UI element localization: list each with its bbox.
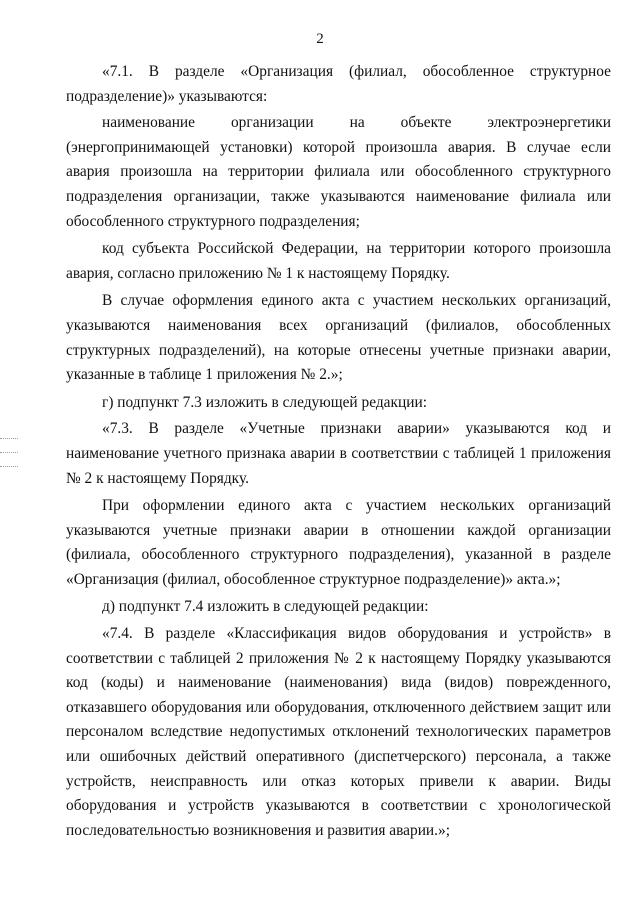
page-number: 2: [316, 31, 324, 47]
paragraph-joint-act: В случае оформления единого акта с участием нескольких организаций, указываются наименования всех организаций (филиалов, обособленных структурных подразделений), на которые отнесены учетные признаки аварии, указанные в таблице 1 приложения № 2.»;: [66, 292, 611, 384]
document-body: [66, 60, 611, 843]
scan-margin-mark: [0, 438, 18, 440]
paragraph-7-3: «7.3. В разделе «Учетные признаки аварии» указываются код и наименование учетного признака аварии в соответствии с таблицей 1 приложения № 2 к настоящему Порядку.: [66, 420, 611, 487]
paragraph-organization-name: наименование организации на объекте электроэнергетики (энергопринимающей установки) которой произошла авария. В случае если авария произошла на территории филиала или обособленного структурного подразделения организации, также указываются наименование филиала или обособленного структурного подразделения;: [66, 114, 611, 230]
scan-margin-mark: [0, 452, 18, 454]
paragraph-region-code: код субъекта Российской Федерации, на территории которого произошла авария, согласно приложению № 1 к настоящему Порядку.: [66, 240, 611, 282]
paragraph-amend-7-4: д) подпункт 7.4 изложить в следующей редакции:: [102, 598, 429, 616]
paragraph-joint-act-signs: При оформлении единого акта с участием нескольких организаций указываются учетные признаки аварии в отношении каждой организации (филиала, обособленного структурного подразделения), указанной в разделе «Организация (филиал, обособленное структурное подразделение)» акта.»;: [66, 497, 611, 588]
scan-margin-mark: [0, 466, 18, 468]
paragraph-7-1-heading: «7.1. В разделе «Организация (филиал, обособленное структурное подразделение)» указываются:: [66, 63, 611, 105]
paragraph-amend-7-3: г) подпункт 7.3 изложить в следующей редакции:: [102, 393, 427, 411]
paragraph-7-4: «7.4. В разделе «Классификация видов оборудования и устройств» в соответствии с таблицей 2 приложения № 2 к настоящему Порядку указываются код (коды) и наименование (наименования) вида (видов) поврежденного, отказавшего оборудования или оборудования, отключенного действием защит или персоналом вследствие недопустимых отклонений технологических параметров или ошибочных действий оперативного (диспетчерского) персонала, а также устройств, неисправность или отказ которых привели к аварии. Виды оборудования и устройств указываются в соответствии с хронологической последовательностью возникновения и развития аварии.»;: [66, 625, 611, 839]
